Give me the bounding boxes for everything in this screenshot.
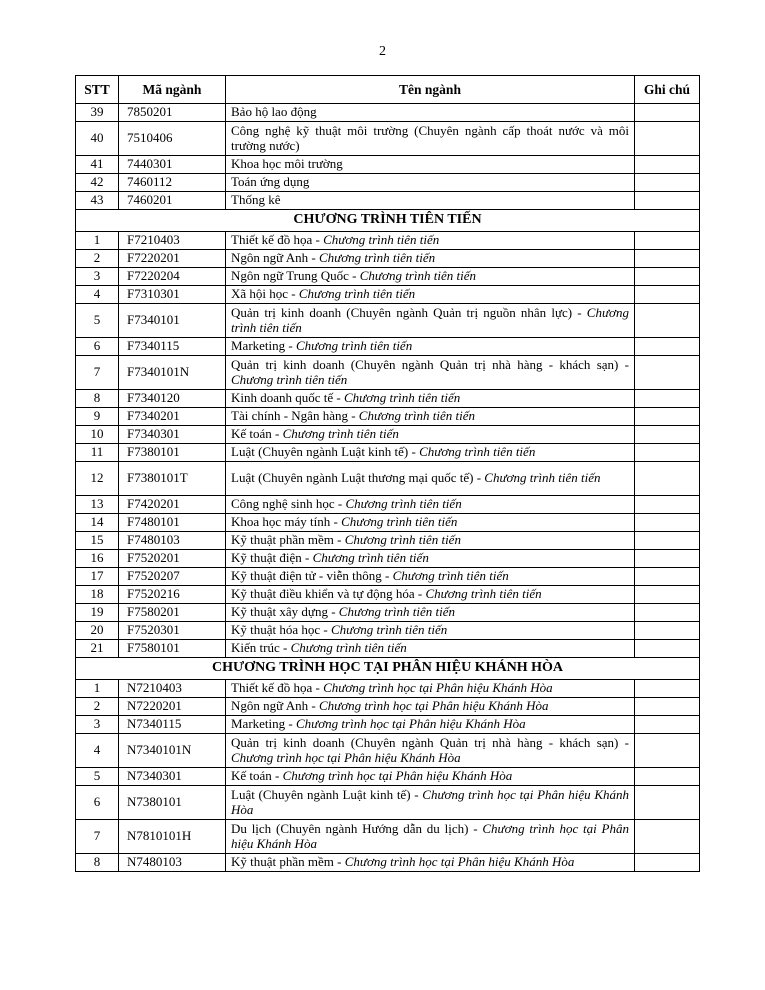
major-name: Thiết kế đồ họa - bbox=[231, 680, 324, 696]
cell-note bbox=[635, 304, 700, 338]
cell-name bbox=[226, 286, 635, 304]
majors-table bbox=[75, 75, 700, 872]
program-type: Chương trình tiên tiến bbox=[282, 426, 399, 442]
table-row bbox=[76, 680, 700, 698]
major-name: Toán ứng dụng bbox=[231, 174, 310, 190]
cell-name bbox=[226, 568, 635, 586]
table-row bbox=[76, 532, 700, 550]
cell-code: 7850201 bbox=[119, 104, 226, 122]
cell-note bbox=[635, 854, 700, 872]
cell-name bbox=[226, 716, 635, 734]
section-title: CHƯƠNG TRÌNH HỌC TẠI PHÂN HIỆU KHÁNH HÒA bbox=[76, 658, 700, 680]
major-name: Ngôn ngữ Anh - bbox=[231, 250, 319, 266]
cell-note bbox=[635, 640, 700, 658]
major-name: Ngôn ngữ Anh - bbox=[231, 698, 319, 714]
major-name: Khoa học môi trường bbox=[231, 156, 343, 172]
major-name: Kỹ thuật điện - bbox=[231, 550, 313, 566]
cell-stt: 21 bbox=[76, 640, 119, 658]
cell-note bbox=[635, 768, 700, 786]
cell-stt: 2 bbox=[76, 250, 119, 268]
cell-name bbox=[226, 250, 635, 268]
program-type: Chương trình học tại Phân hiệu Khánh Hòa bbox=[231, 786, 629, 817]
table-row bbox=[76, 356, 700, 390]
cell-name bbox=[226, 408, 635, 426]
cell-stt: 12 bbox=[76, 462, 119, 496]
cell-name bbox=[226, 586, 635, 604]
cell-code: F7420201 bbox=[119, 496, 226, 514]
program-type: Chương trình tiên tiến bbox=[425, 586, 542, 602]
cell-note bbox=[635, 734, 700, 768]
cell-name bbox=[226, 122, 635, 156]
cell-note bbox=[635, 496, 700, 514]
major-name: Kỹ thuật hóa học - bbox=[231, 622, 332, 638]
program-type: Chương trình tiên tiến bbox=[392, 568, 509, 584]
page-number: 2 bbox=[379, 44, 386, 59]
cell-stt: 8 bbox=[76, 854, 119, 872]
cell-note bbox=[635, 586, 700, 604]
cell-note bbox=[635, 174, 700, 192]
cell-code: N7380101 bbox=[119, 786, 226, 820]
cell-name bbox=[226, 532, 635, 550]
table-row bbox=[76, 550, 700, 568]
program-type: Chương trình tiên tiến bbox=[484, 470, 601, 486]
major-name: Du lịch (Chuyên ngành Hướng dẫn du lịch) - bbox=[231, 820, 483, 836]
cell-code: N7340115 bbox=[119, 716, 226, 734]
cell-note bbox=[635, 156, 700, 174]
section-header-row bbox=[76, 658, 700, 680]
program-type: Chương trình học tại Phân hiệu Khánh Hòa bbox=[282, 768, 513, 784]
cell-code: F7580201 bbox=[119, 604, 226, 622]
cell-code: N7210403 bbox=[119, 680, 226, 698]
table-row bbox=[76, 734, 700, 768]
cell-stt: 1 bbox=[76, 232, 119, 250]
cell-name bbox=[226, 156, 635, 174]
cell-name bbox=[226, 698, 635, 716]
cell-code: N7220201 bbox=[119, 698, 226, 716]
cell-note bbox=[635, 716, 700, 734]
cell-code: F7310301 bbox=[119, 286, 226, 304]
table-row bbox=[76, 250, 700, 268]
table-row bbox=[76, 426, 700, 444]
cell-note bbox=[635, 426, 700, 444]
cell-name bbox=[226, 462, 635, 496]
cell-note bbox=[635, 232, 700, 250]
table-row bbox=[76, 820, 700, 854]
cell-name bbox=[226, 820, 635, 854]
cell-code: F7340201 bbox=[119, 408, 226, 426]
major-name: Luật (Chuyên ngành Luật kinh tế) - bbox=[231, 444, 420, 460]
cell-stt: 7 bbox=[76, 356, 119, 390]
program-type: Chương trình học tại Phân hiệu Khánh Hòa bbox=[231, 820, 629, 851]
program-type: Chương trình tiên tiến bbox=[231, 371, 348, 387]
cell-note bbox=[635, 462, 700, 496]
cell-stt: 11 bbox=[76, 444, 119, 462]
cell-note bbox=[635, 408, 700, 426]
cell-stt: 13 bbox=[76, 496, 119, 514]
section-header-row bbox=[76, 210, 700, 232]
cell-note bbox=[635, 514, 700, 532]
cell-name bbox=[226, 192, 635, 210]
cell-code: N7480103 bbox=[119, 854, 226, 872]
cell-stt: 18 bbox=[76, 586, 119, 604]
table-row bbox=[76, 568, 700, 586]
cell-name bbox=[226, 174, 635, 192]
cell-name bbox=[226, 514, 635, 532]
cell-stt: 7 bbox=[76, 820, 119, 854]
cell-note bbox=[635, 268, 700, 286]
cell-code: 7460112 bbox=[119, 174, 226, 192]
cell-note bbox=[635, 680, 700, 698]
cell-stt: 15 bbox=[76, 532, 119, 550]
program-type: Chương trình tiên tiến bbox=[231, 304, 629, 335]
program-type: Chương trình tiên tiến bbox=[344, 532, 461, 548]
cell-note bbox=[635, 444, 700, 462]
cell-note bbox=[635, 532, 700, 550]
cell-note bbox=[635, 550, 700, 568]
major-name: Quản trị kinh doanh (Chuyên ngành Quản trị nhà hàng - khách sạn) - bbox=[231, 734, 629, 750]
table-row bbox=[76, 174, 700, 192]
program-type: Chương trình tiên tiến bbox=[290, 640, 407, 656]
cell-code: F7520207 bbox=[119, 568, 226, 586]
major-name: Kỹ thuật xây dựng - bbox=[231, 604, 339, 620]
table-header-row bbox=[76, 76, 700, 104]
major-name: Kỹ thuật phần mềm - bbox=[231, 532, 345, 548]
cell-note bbox=[635, 338, 700, 356]
cell-code: 7510406 bbox=[119, 122, 226, 156]
cell-name bbox=[226, 496, 635, 514]
header-stt: STT bbox=[76, 76, 119, 104]
header-code: Mã ngành bbox=[119, 76, 226, 104]
program-type: Chương trình học tại Phân hiệu Khánh Hòa bbox=[323, 680, 553, 696]
cell-stt: 3 bbox=[76, 268, 119, 286]
cell-stt: 14 bbox=[76, 514, 119, 532]
cell-note bbox=[635, 786, 700, 820]
major-name: Quản trị kinh doanh (Chuyên ngành Quản trị nhà hàng - khách sạn) - bbox=[231, 356, 629, 372]
major-name: Kỹ thuật điện tử - viễn thông - bbox=[231, 568, 393, 584]
cell-code: F7340115 bbox=[119, 338, 226, 356]
cell-note bbox=[635, 390, 700, 408]
cell-stt: 2 bbox=[76, 698, 119, 716]
program-type: Chương trình học tại Phân hiệu Khánh Hòa bbox=[295, 716, 526, 732]
cell-note bbox=[635, 192, 700, 210]
cell-stt: 19 bbox=[76, 604, 119, 622]
table-row bbox=[76, 192, 700, 210]
cell-name bbox=[226, 390, 635, 408]
program-type: Chương trình tiên tiến bbox=[318, 250, 436, 266]
cell-code: N7810101H bbox=[119, 820, 226, 854]
cell-stt: 3 bbox=[76, 716, 119, 734]
table-row bbox=[76, 496, 700, 514]
table-row bbox=[76, 604, 700, 622]
major-name: Kế toán - bbox=[231, 768, 283, 784]
cell-code: F7580101 bbox=[119, 640, 226, 658]
major-name: Marketing - bbox=[231, 716, 296, 732]
cell-note bbox=[635, 698, 700, 716]
section-title: CHƯƠNG TRÌNH TIÊN TIẾN bbox=[76, 210, 700, 232]
cell-stt: 10 bbox=[76, 426, 119, 444]
cell-note bbox=[635, 622, 700, 640]
cell-code: 7440301 bbox=[119, 156, 226, 174]
cell-code: F7220204 bbox=[119, 268, 226, 286]
cell-name bbox=[226, 268, 635, 286]
major-name: Công nghệ sinh học - bbox=[231, 496, 346, 512]
program-type: Chương trình tiên tiến bbox=[345, 496, 462, 512]
cell-code: F7340101 bbox=[119, 304, 226, 338]
cell-note bbox=[635, 568, 700, 586]
cell-code: F7340301 bbox=[119, 426, 226, 444]
table-row bbox=[76, 586, 700, 604]
header-name: Tên ngành bbox=[226, 76, 635, 104]
cell-name bbox=[226, 854, 635, 872]
cell-stt: 41 bbox=[76, 156, 119, 174]
table-row bbox=[76, 390, 700, 408]
cell-code: F7520201 bbox=[119, 550, 226, 568]
table-row bbox=[76, 854, 700, 872]
cell-stt: 17 bbox=[76, 568, 119, 586]
major-name: Tài chính - Ngân hàng - bbox=[231, 408, 359, 424]
major-name: Kiến trúc - bbox=[231, 640, 291, 656]
cell-note bbox=[635, 122, 700, 156]
table-row bbox=[76, 338, 700, 356]
cell-name bbox=[226, 550, 635, 568]
cell-stt: 4 bbox=[76, 734, 119, 768]
program-type: Chương trình tiên tiến bbox=[312, 550, 429, 566]
major-name: Marketing - bbox=[231, 338, 296, 354]
cell-stt: 1 bbox=[76, 680, 119, 698]
program-type: Chương trình tiên tiến bbox=[344, 390, 461, 406]
major-name: Kỹ thuật điều khiển và tự động hóa - bbox=[231, 586, 426, 602]
program-type: Chương trình tiên tiến bbox=[298, 286, 416, 302]
cell-code: F7480103 bbox=[119, 532, 226, 550]
major-name: Luật (Chuyên ngành Luật thương mại quốc tế) - bbox=[231, 470, 485, 486]
cell-name bbox=[226, 444, 635, 462]
header-note: Ghi chú bbox=[635, 76, 700, 104]
table-body bbox=[76, 104, 700, 872]
cell-code: 7460201 bbox=[119, 192, 226, 210]
table-row bbox=[76, 462, 700, 496]
cell-code: F7380101 bbox=[119, 444, 226, 462]
program-type: Chương trình tiên tiến bbox=[358, 408, 476, 424]
cell-stt: 16 bbox=[76, 550, 119, 568]
cell-code: N7340301 bbox=[119, 768, 226, 786]
table-row bbox=[76, 304, 700, 338]
cell-name bbox=[226, 604, 635, 622]
cell-name bbox=[226, 680, 635, 698]
major-name: Xã hội học - bbox=[231, 286, 299, 302]
cell-name bbox=[226, 786, 635, 820]
program-type: Chương trình tiên tiến bbox=[359, 268, 476, 284]
major-name: Kinh doanh quốc tế - bbox=[231, 390, 345, 406]
program-type: Chương trình tiên tiến bbox=[331, 622, 448, 638]
cell-code: N7340101N bbox=[119, 734, 226, 768]
cell-stt: 5 bbox=[76, 304, 119, 338]
table-row bbox=[76, 622, 700, 640]
table-row bbox=[76, 286, 700, 304]
major-name: Kế toán - bbox=[231, 426, 283, 442]
program-type: Chương trình học tại Phân hiệu Khánh Hòa bbox=[231, 749, 461, 765]
cell-code: F7210403 bbox=[119, 232, 226, 250]
cell-stt: 8 bbox=[76, 390, 119, 408]
cell-name bbox=[226, 232, 635, 250]
cell-code: F7520216 bbox=[119, 586, 226, 604]
table-row bbox=[76, 698, 700, 716]
major-name: Bảo hộ lao động bbox=[231, 104, 317, 120]
table-row bbox=[76, 232, 700, 250]
program-type: Chương trình học tại Phân hiệu Khánh Hòa bbox=[318, 698, 549, 714]
cell-stt: 5 bbox=[76, 768, 119, 786]
program-type: Chương trình học tại Phân hiệu Khánh Hòa bbox=[344, 854, 575, 870]
cell-code: F7380101T bbox=[119, 462, 226, 496]
major-name: Thống kê bbox=[231, 192, 281, 208]
cell-stt: 4 bbox=[76, 286, 119, 304]
cell-stt: 42 bbox=[76, 174, 119, 192]
program-type: Chương trình tiên tiến bbox=[338, 604, 456, 620]
program-type: Chương trình tiên tiến bbox=[341, 514, 458, 530]
cell-code: F7480101 bbox=[119, 514, 226, 532]
major-name: Luật (Chuyên ngành Luật kinh tế) - bbox=[231, 786, 423, 802]
cell-name bbox=[226, 356, 635, 390]
cell-name bbox=[226, 768, 635, 786]
cell-name bbox=[226, 622, 635, 640]
major-name: Ngôn ngữ Trung Quốc - bbox=[231, 268, 360, 284]
cell-stt: 9 bbox=[76, 408, 119, 426]
table-row bbox=[76, 716, 700, 734]
table-row bbox=[76, 104, 700, 122]
cell-note bbox=[635, 104, 700, 122]
cell-code: F7220201 bbox=[119, 250, 226, 268]
cell-name bbox=[226, 734, 635, 768]
major-name: Quản trị kinh doanh (Chuyên ngành Quản trị nguồn nhân lực) - bbox=[231, 304, 587, 320]
major-name: Công nghệ kỹ thuật môi trường (Chuyên ngành cấp thoát nước và môi trường nước) bbox=[231, 122, 629, 153]
cell-note bbox=[635, 356, 700, 390]
table-row bbox=[76, 408, 700, 426]
major-name: Khoa học máy tính - bbox=[231, 514, 342, 530]
cell-name bbox=[226, 640, 635, 658]
table-row bbox=[76, 156, 700, 174]
table-row bbox=[76, 768, 700, 786]
cell-code: F7340120 bbox=[119, 390, 226, 408]
cell-name bbox=[226, 104, 635, 122]
table-row bbox=[76, 122, 700, 156]
table-row bbox=[76, 640, 700, 658]
cell-note bbox=[635, 250, 700, 268]
cell-stt: 20 bbox=[76, 622, 119, 640]
major-name: Thiết kế đồ họa - bbox=[231, 232, 324, 248]
table-row bbox=[76, 268, 700, 286]
major-name: Kỹ thuật phần mềm - bbox=[231, 854, 345, 870]
cell-note bbox=[635, 604, 700, 622]
cell-name bbox=[226, 426, 635, 444]
cell-code: F7340101N bbox=[119, 356, 226, 390]
cell-code: F7520301 bbox=[119, 622, 226, 640]
table-row bbox=[76, 786, 700, 820]
cell-name bbox=[226, 304, 635, 338]
cell-stt: 40 bbox=[76, 122, 119, 156]
program-type: Chương trình tiên tiến bbox=[295, 338, 413, 354]
program-type: Chương trình tiên tiến bbox=[419, 444, 536, 460]
cell-name bbox=[226, 338, 635, 356]
cell-stt: 6 bbox=[76, 338, 119, 356]
cell-stt: 6 bbox=[76, 786, 119, 820]
cell-stt: 39 bbox=[76, 104, 119, 122]
table-row bbox=[76, 514, 700, 532]
cell-stt: 43 bbox=[76, 192, 119, 210]
program-type: Chương trình tiên tiến bbox=[323, 232, 440, 248]
cell-note bbox=[635, 286, 700, 304]
cell-note bbox=[635, 820, 700, 854]
table-row bbox=[76, 444, 700, 462]
